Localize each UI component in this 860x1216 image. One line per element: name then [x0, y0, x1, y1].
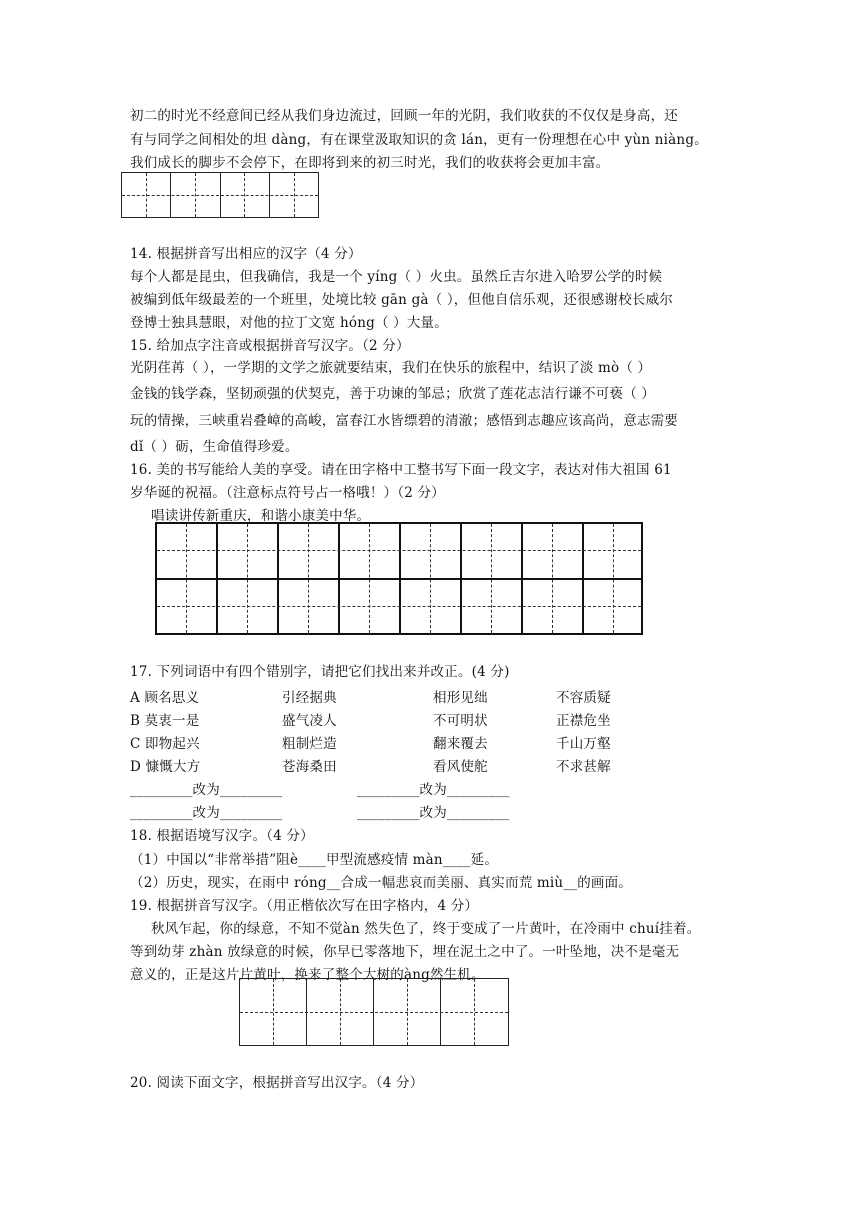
q18-line-2: （2）历史，现实，在雨中 róng__合成一幅悲哀而美丽、真实而荒 miù__的画面。 — [130, 875, 633, 891]
q16-copy-text: 唱读讲传新重庆，和谐小康美中华。 — [151, 508, 371, 524]
q20-heading: 20. 阅读下面文字，根据拼音写出汉字。（4 分） — [130, 1075, 424, 1091]
q19-writing-grid[interactable] — [239, 978, 509, 1046]
q19-heading: 19. 根据拼音写汉字。（用正楷依次写在田字格内，4 分） — [130, 898, 479, 914]
q17-fix-2[interactable]: _________改为_________ — [357, 782, 510, 798]
q17-row-a-1: A 顾名思义 — [130, 690, 200, 706]
q17-row-b-1: B 莫衷一是 — [130, 713, 200, 729]
q17-row-b-2: 盛气凌人 — [282, 713, 337, 729]
q18-line-1: （1）中国以“非常举措”阻è____甲型流感疫情 màn____延。 — [130, 852, 499, 868]
q17-row-c-2: 粗制烂造 — [282, 736, 337, 752]
passage-line-1: 初二的时光不经意间已经从我们身边流过，回顾一年的光阴，我们收获的不仅仅是身高，还 — [130, 108, 678, 124]
q17-row-d-4: 不求甚解 — [556, 759, 611, 775]
q14-heading: 14. 根据拼音写出相应的汉字（4 分） — [130, 246, 362, 262]
q17-fix-1[interactable]: _________改为_________ — [130, 782, 283, 798]
q14-line-2: 被编到低年级最差的一个班里，处境比较 gān gà（ ），但他自信乐观，还很感谢校长威尔 — [130, 292, 673, 308]
q19-line-3: 意义的，正是这片片黄叶，换来了整个大树的àng然生机。 — [130, 967, 485, 983]
q17-fix-3[interactable]: _________改为_________ — [130, 805, 283, 821]
q14-line-3: 登博士独具慧眼，对他的拉丁文宽 hóng（ ）大量。 — [130, 315, 448, 331]
passage-line-2: 有与同学之间相处的坦 dàng，有在课堂汲取知识的贪 lán，更有一份理想在心中 yùn niàng。 — [130, 132, 708, 148]
q15-line-3: 玩的情操，三峡重岩叠嶂的高峻，富春江水皆缥碧的清澈；感悟到志趣应该高尚，意志需要 — [130, 413, 678, 429]
q14-line-1: 每个人都是昆虫，但我确信，我是一个 yíng（ ）火虫。虽然丘吉尔进入哈罗公学的时候 — [130, 269, 663, 285]
q17-row-b-3: 不可明状 — [433, 713, 488, 729]
q17-fix-4[interactable]: _________改为_________ — [357, 805, 510, 821]
q17-row-a-4: 不容质疑 — [556, 690, 611, 706]
q15-line-2: 金钱的钱学森，坚韧顽强的伏契克，善于功谏的邹忌；欣赏了莲花志洁行谦不可亵（ ） — [130, 386, 656, 402]
q17-row-d-2: 苍海桑田 — [282, 759, 337, 775]
q17-row-d-1: D 慷慨大方 — [130, 759, 201, 775]
q17-row-a-3: 相形见绌 — [433, 690, 488, 706]
q15-line-4: dǐ（ ）砺，生命值得珍爱。 — [130, 439, 299, 455]
q17-row-b-4: 正襟危坐 — [556, 713, 611, 729]
q18-heading: 18. 根据语境写汉字。（4 分） — [130, 828, 314, 844]
q17-row-a-2: 引经据典 — [282, 690, 337, 706]
large-writing-grid[interactable] — [155, 522, 643, 635]
q19-line-1: 秋风乍起，你的绿意，不知不觉àn 然失色了，终于变成了一片黄叶，在冷雨中 chuí挂着。 — [151, 921, 701, 937]
q17-row-c-1: C 即物起兴 — [130, 736, 200, 752]
q16-heading-1: 16. 美的书写能给人美的享受。请在田字格中工整书写下面一段文字，表达对伟大祖国 61 — [130, 462, 672, 478]
q17-row-d-3: 看风使舵 — [433, 759, 488, 775]
q15-heading: 15. 给加点字注音或根据拼音写汉字。（2 分） — [130, 338, 410, 354]
q17-heading: 17. 下列词语中有四个错别字，请把它们找出来并改正。(4 分) — [130, 664, 510, 680]
small-writing-grid[interactable] — [121, 172, 319, 218]
q15-line-1: 光阴荏苒（ ），一学期的文学之旅就要结束，我们在快乐的旅程中，结识了淡 mò（ ） — [130, 360, 652, 376]
q19-line-2: 等到幼芽 zhàn 放绿意的时候，你早已零落地下，埋在泥土之中了。一叶坠地，决不是毫无 — [130, 944, 680, 960]
passage-line-3: 我们成长的脚步不会停下，在即将到来的初三时光，我们的收获将会更加丰富。 — [130, 155, 610, 171]
q17-row-c-4: 千山万壑 — [556, 736, 611, 752]
q17-row-c-3: 翻来覆去 — [433, 736, 488, 752]
q16-heading-2: 岁华诞的祝福。（注意标点符号占一格哦！）（2 分） — [130, 485, 445, 501]
